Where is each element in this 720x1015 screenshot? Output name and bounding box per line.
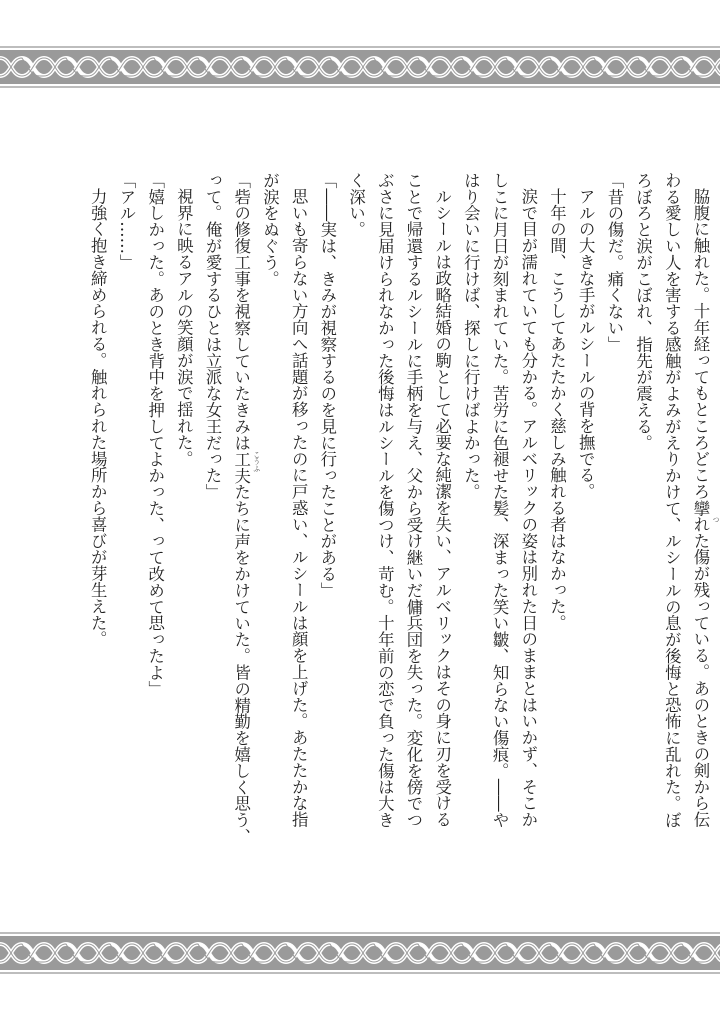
dialogue-line: 「――実は、きみが視察するのを見に行ったことがある」 <box>317 172 337 599</box>
ruby-base: 攣 <box>691 500 710 517</box>
text-line: 視界に映るアルの笑顔が涙で揺れた。 <box>174 188 194 468</box>
text-line: わる愛しい人を害する感触がよみがえりかけて、ルシールの息が後悔と恐怖に乱れた。ぼ <box>662 172 682 828</box>
line-text: れた傷が残っている。あのときの剣から伝 <box>691 516 710 829</box>
bottom-celtic-knot-border <box>0 930 720 976</box>
text-line: ルシールは政略結婚の駒として必要な純潔を失い、アルベリックはその身に刃を受ける <box>432 188 452 828</box>
text-line: しこに月日が刻まれていた。苦労に色褪せた髪、深まった笑い皺、知らない傷痕。――や <box>490 172 510 828</box>
text-line: 思いも寄らない方向へ話題が移ったのに戸惑い、ルシールは顔を上げた。あたたかな指 <box>289 188 309 828</box>
text-line: アルの大きな手がルシールの背を撫でる。 <box>576 188 596 500</box>
top-celtic-knot-border <box>0 44 720 90</box>
celtic-knot-band <box>0 936 720 970</box>
text-line: く深い。 <box>346 172 366 238</box>
border-rule <box>0 972 720 974</box>
text-line <box>685 172 720 832</box>
dialogue-line: 「アル……」 <box>116 172 136 271</box>
vertical-text-body <box>0 172 720 845</box>
text-line: はり会いに行けば、探しに行けばよかった。 <box>461 172 481 500</box>
text-line: ぶさに見届けられなかった後悔はルシールを傷つけ、苛む。十年前の恋で負った傷は大き <box>375 172 395 828</box>
text-line: ろぼろと涙がこぼれ、指先が震える。 <box>633 172 653 451</box>
line-text: 「砦の修復工事を視察していたきみは <box>231 172 251 451</box>
border-rule <box>0 46 720 48</box>
text-line: 涙で目が濡れていても分かる。アルベリックの姿は別れた日のままとはいかず、そこか <box>518 188 538 828</box>
celtic-knot-band <box>0 50 720 84</box>
dialogue-line <box>226 172 261 845</box>
text-line: 十年の間、こうしてあたたかく慈しみ触れる者はなかった。 <box>547 188 567 632</box>
ruby-base: 工夫 <box>231 450 251 484</box>
ruby-word <box>231 450 261 484</box>
text-line: 力強く抱き締められる。触れられた場所から喜びが芽生えた。 <box>88 188 108 648</box>
ruby-reading: つ <box>712 516 720 524</box>
dialogue-line: 「嬉しかった。あのとき背中を押してよかった、って改めて思ったよ」 <box>145 172 165 697</box>
line-text: 脇腹に触れた。十年経ってもところどころ <box>691 188 710 500</box>
ruby-reading: こうふ <box>252 450 261 472</box>
ruby-word <box>691 500 720 524</box>
text-line: ことで帰還するルシールに手柄を与え、父から受け継いだ傭兵団を失った。変化を傍でつ <box>403 172 423 828</box>
border-rule <box>0 932 720 934</box>
border-rule <box>0 86 720 88</box>
text-line: が涙をぬぐう。 <box>260 172 280 287</box>
dialogue-line: って。俺が愛するひとは立派な女王だった」 <box>203 172 223 500</box>
line-text: たちに声をかけていた。皆の精勤を嬉しく思う、 <box>231 483 251 845</box>
dialogue-line: 「昔の傷だ。痛くない」 <box>604 172 624 353</box>
